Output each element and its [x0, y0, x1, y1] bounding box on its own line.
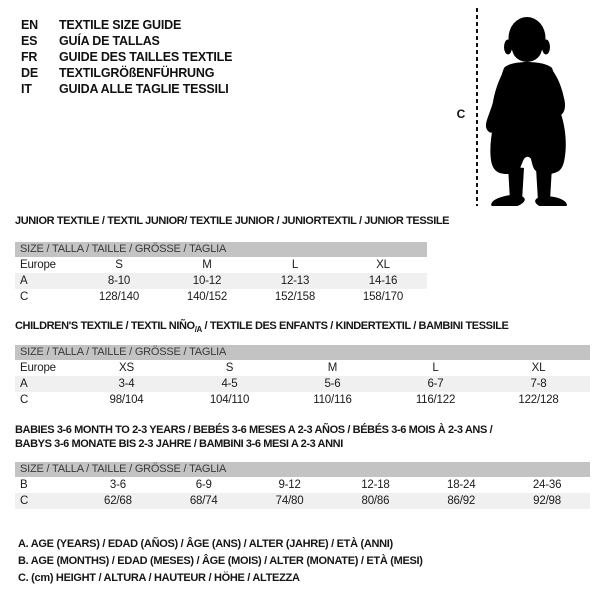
nino-a-subscript: /A [194, 325, 202, 335]
size-cell: S [225, 362, 234, 374]
legend-line-b: B. AGE (MONTHS) / EDAD (MESES) / ÂGE (MOIS) / ALTER (MONATE) / ETÀ (MESI) [18, 555, 423, 567]
size-header-bar: SIZE / TALLA / TAILLE / GRÖSSE / TAGLIA [15, 242, 427, 257]
size-cell: S [115, 259, 123, 271]
size-cell: 140/152 [186, 291, 228, 303]
size-cell: 98/104 [109, 394, 144, 406]
row-label-cell: C [20, 394, 29, 406]
size-header-bar: SIZE / TALLA / TAILLE / GRÖSSE / TAGLIA [15, 462, 590, 477]
size-cell: 3-4 [75, 376, 178, 392]
size-cell: 12-18 [361, 479, 390, 491]
language-header [21, 17, 232, 97]
junior-table [15, 242, 427, 305]
size-cell: 10-12 [163, 273, 251, 289]
language-label: GUÍA DE TALLAS [59, 34, 160, 48]
size-cell: 4-5 [178, 376, 281, 392]
babies-table [15, 462, 590, 509]
size-cell: 14-16 [339, 273, 427, 289]
language-label: TEXTILE SIZE GUIDE [59, 18, 182, 32]
size-cell: 7-8 [487, 376, 590, 392]
language-code: IT [21, 82, 32, 96]
size-cell: 62/68 [75, 493, 161, 509]
size-cell: 9-12 [278, 479, 301, 491]
size-cell: L [291, 259, 299, 271]
language-code: EN [21, 18, 38, 32]
row-label-cell: C [20, 291, 29, 303]
language-code: ES [21, 34, 38, 48]
row-label-cell: A [15, 376, 75, 392]
table-row [15, 257, 427, 273]
children-table-title: CHILDREN'S TEXTILE / TEXTIL $NIÑO_{/A}$ / TEXTILE DES ENFANTS / KINDERTEXTIL / BAMBINI TESSILE [15, 320, 509, 335]
measurement-legend [18, 536, 423, 587]
size-cell: 6-7 [384, 376, 487, 392]
size-cell: M [327, 362, 338, 374]
size-cell: XL [376, 259, 390, 271]
language-label: GUIDE DES TAILLES TEXTILE [59, 50, 233, 64]
size-cell: 12-13 [251, 273, 339, 289]
row-label-cell: Europe [20, 362, 56, 374]
table-row [15, 392, 590, 408]
size-cell: 104/110 [209, 394, 250, 406]
row-label-cell: A [15, 273, 75, 289]
size-cell: 80/86 [332, 493, 418, 509]
size-cell: 122/128 [518, 394, 559, 406]
size-cell: 68/74 [161, 493, 247, 509]
size-cell: 74/80 [247, 493, 333, 509]
size-cell: M [202, 259, 212, 271]
size-cell: XS [119, 362, 134, 374]
size-cell: 24-36 [532, 479, 562, 491]
row-label-cell: B [20, 479, 28, 491]
row-label-cell: C [15, 493, 75, 509]
language-code: FR [21, 50, 38, 64]
size-cell: 86/92 [418, 493, 504, 509]
legend-line-a: A. AGE (YEARS) / EDAD (AÑOS) / ÂGE (ANS) / ALTER (JAHRE) / ETÀ (ANNI) [18, 538, 393, 550]
size-cell: 8-10 [75, 273, 163, 289]
measure-label-c: C [456, 107, 466, 121]
size-cell: 128/140 [98, 291, 140, 303]
size-cell: XL [531, 362, 546, 374]
children-table [15, 345, 590, 408]
table-row [15, 376, 590, 392]
table-row [15, 273, 427, 289]
height-measure-dashed-line [476, 8, 478, 206]
language-label: TEXTILGRÖßENFÜHRUNG [59, 66, 215, 80]
babies-table-title: BABIES 3-6 MONTH TO 2-3 YEARS / BEBÉS 3-6 MESES A 2-3 AÑOS / BÉBÉS 3-6 MOIS À 2-3 ANS / BABYS 3-6 MONATE BIS 2-3 JAHRE / BAMBINI 3-6 MESI A 2-3 ANNI [15, 424, 493, 450]
table-row [15, 360, 590, 376]
size-cell: 3-6 [109, 479, 126, 491]
size-cell: 158/170 [362, 291, 404, 303]
size-header-bar: SIZE / TALLA / TAILLE / GRÖSSE / TAGLIA [15, 345, 590, 360]
size-cell: L [432, 362, 439, 374]
table-row [15, 289, 427, 305]
table-row [15, 493, 590, 509]
junior-table-title: JUNIOR TEXTILE / TEXTIL JUNIOR/ TEXTILE JUNIOR / JUNIORTEXTIL / JUNIOR TESSILE [15, 215, 450, 227]
table-row [15, 477, 590, 493]
size-cell: 5-6 [281, 376, 384, 392]
size-cell: 18-24 [447, 479, 476, 491]
size-cell: 116/122 [415, 394, 456, 406]
row-label-cell: Europe [20, 259, 56, 271]
size-cell: 110/116 [313, 394, 352, 406]
legend-line-c: C. (cm) HEIGHT / ALTURA / HAUTEUR / HÖHE / ALTEZZA [18, 572, 300, 584]
size-cell: 92/98 [504, 493, 590, 509]
size-cell: 6-9 [195, 479, 212, 491]
language-code: DE [21, 66, 38, 80]
size-cell: 152/158 [274, 291, 316, 303]
language-label: GUIDA ALLE TAGLIE TESSILI [59, 82, 229, 96]
baby-silhouette-icon [484, 8, 572, 206]
